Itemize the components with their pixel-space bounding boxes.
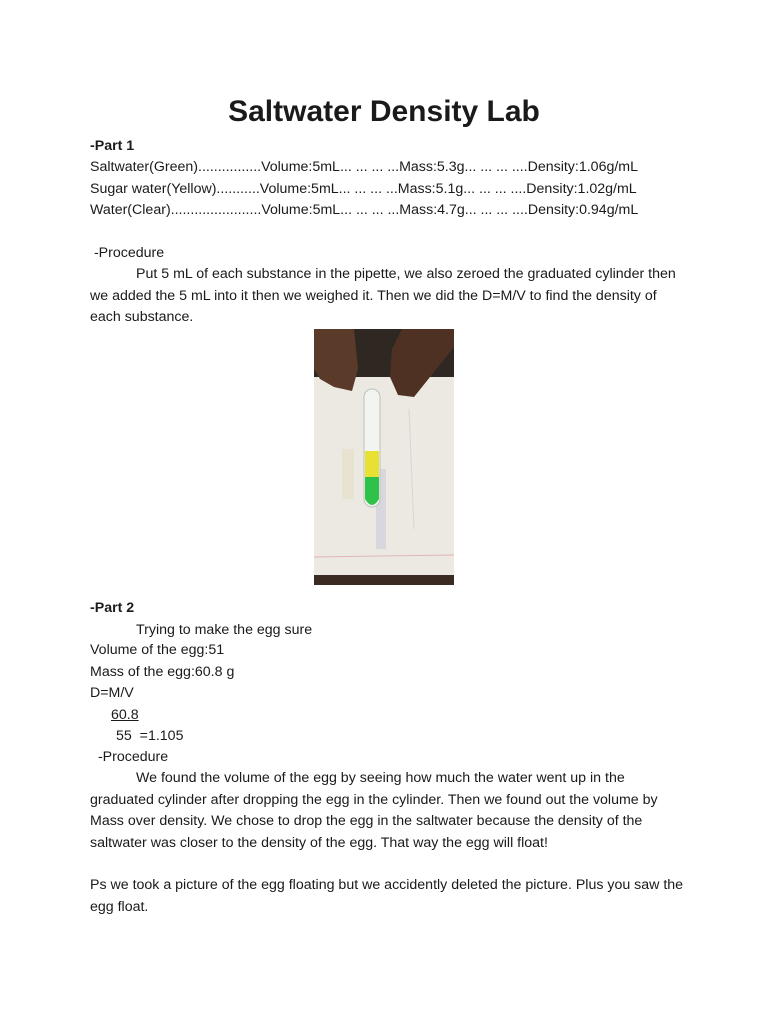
green-liquid-layer [365,477,379,505]
test-tube-photo [314,329,454,585]
part1-row-water: Water(Clear).......................Volume:5mL... ... ... ...Mass:4.7g... ... ... ....Density:0.94g/mL [90,202,639,218]
test-tube-illustration [314,329,454,585]
part1-procedure-heading: -Procedure [90,245,165,261]
part2-formula: D=M/V [90,685,134,701]
page-title: Saltwater Density Lab [228,95,540,128]
part1-row-sugar-water: Sugar water(Yellow)...........Volume:5mL... ... ... ...Mass:5.1g... ... ... ....Density:1.02g/mL [90,181,637,197]
part2-intro: Trying to make the egg sure [136,622,313,638]
part2-volume: Volume of the egg:51 [90,642,225,658]
background-tube [342,449,354,499]
part2-numerator: 60.8 [111,707,139,723]
part2-procedure-heading: -Procedure [94,749,169,765]
ps-note: Ps we took a picture of the egg floating but we accidently deleted the picture. Plus you saw the egg float. [90,877,684,915]
part2-heading: -Part 2 [90,600,135,616]
part1-heading: -Part 1 [90,138,135,154]
part1-procedure-text: Put 5 mL of each substance in the pipette, we also zeroed the graduated cylinder then we added the 5 mL into it then we weighed it. Then we did the D=M/V to find the density of each substance. [90,266,676,325]
part2-mass: Mass of the egg:60.8 g [90,664,235,680]
part2-procedure-text: We found the volume of the egg by seeing how much the water went up in the graduated cylinder after dropping the egg in the cylinder. Then we found out the volume by Mass over density. We chose to drop the egg in the saltwater because the density of the saltwater was closer to the density of the egg. That way the egg will float! [90,770,658,851]
part2-denominator: 55 =1.105 [116,728,184,744]
yellow-liquid-layer [365,451,379,477]
part1-row-saltwater: Saltwater(Green)................Volume:5mL... ... ... ...Mass:5.3g... ... ... ....Density:1.06g/mL [90,159,638,175]
photo-table-edge [314,575,454,585]
